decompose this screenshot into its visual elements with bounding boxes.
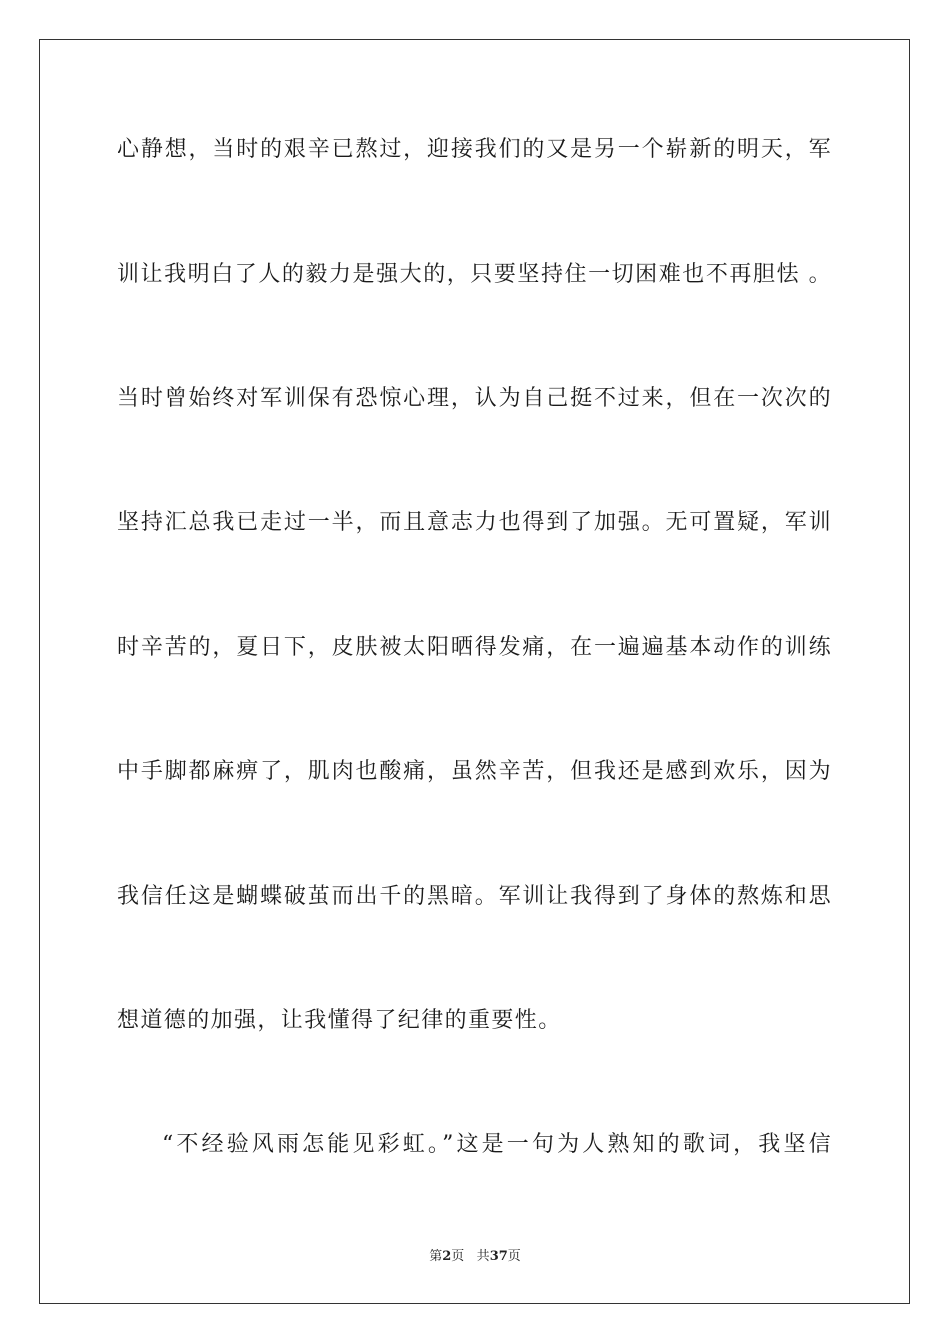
body-line-9: “不经验风雨怎能见彩虹。”这是一句为人熟知的歌词，我坚信 (162, 1132, 832, 1157)
page-prefix: 第 (429, 1249, 443, 1264)
total-prefix: 共 (476, 1249, 490, 1264)
body-line-8: 想道德的加强，让我懂得了纪律的重要性。 (117, 1008, 562, 1033)
body-line-5: 时辛苦的，夏日下，皮肤被太阳晒得发痛，在一遍遍基本动作的训练 (117, 635, 832, 660)
body-line-3: 当时曾始终对军训保有恐惊心理，认为自己挺不过来，但在一次次的 (117, 386, 832, 411)
page-suffix: 页 (451, 1249, 465, 1264)
page-border (39, 39, 910, 1304)
page-number: 2 (442, 1249, 452, 1264)
total-pages: 37 (489, 1249, 508, 1264)
body-line-7: 我信任这是蝴蝶破茧而出千的黑暗。军训让我得到了身体的熬炼和思 (117, 884, 832, 909)
body-line-4: 坚持汇总我已走过一半，而且意志力也得到了加强。无可置疑，军训 (117, 510, 832, 535)
body-line-6: 中手脚都麻痹了，肌肉也酸痛，虽然辛苦，但我还是感到欢乐，因为 (117, 759, 832, 784)
body-line-2: 训让我明白了人的毅力是强大的，只要坚持住一切困难也不再胆怯 。 (117, 262, 832, 287)
total-suffix: 页 (507, 1249, 521, 1264)
body-line-1: 心静想，当时的艰辛已熬过，迎接我们的又是另一个崭新的明天，军 (117, 137, 832, 162)
page-footer (0, 1248, 950, 1266)
